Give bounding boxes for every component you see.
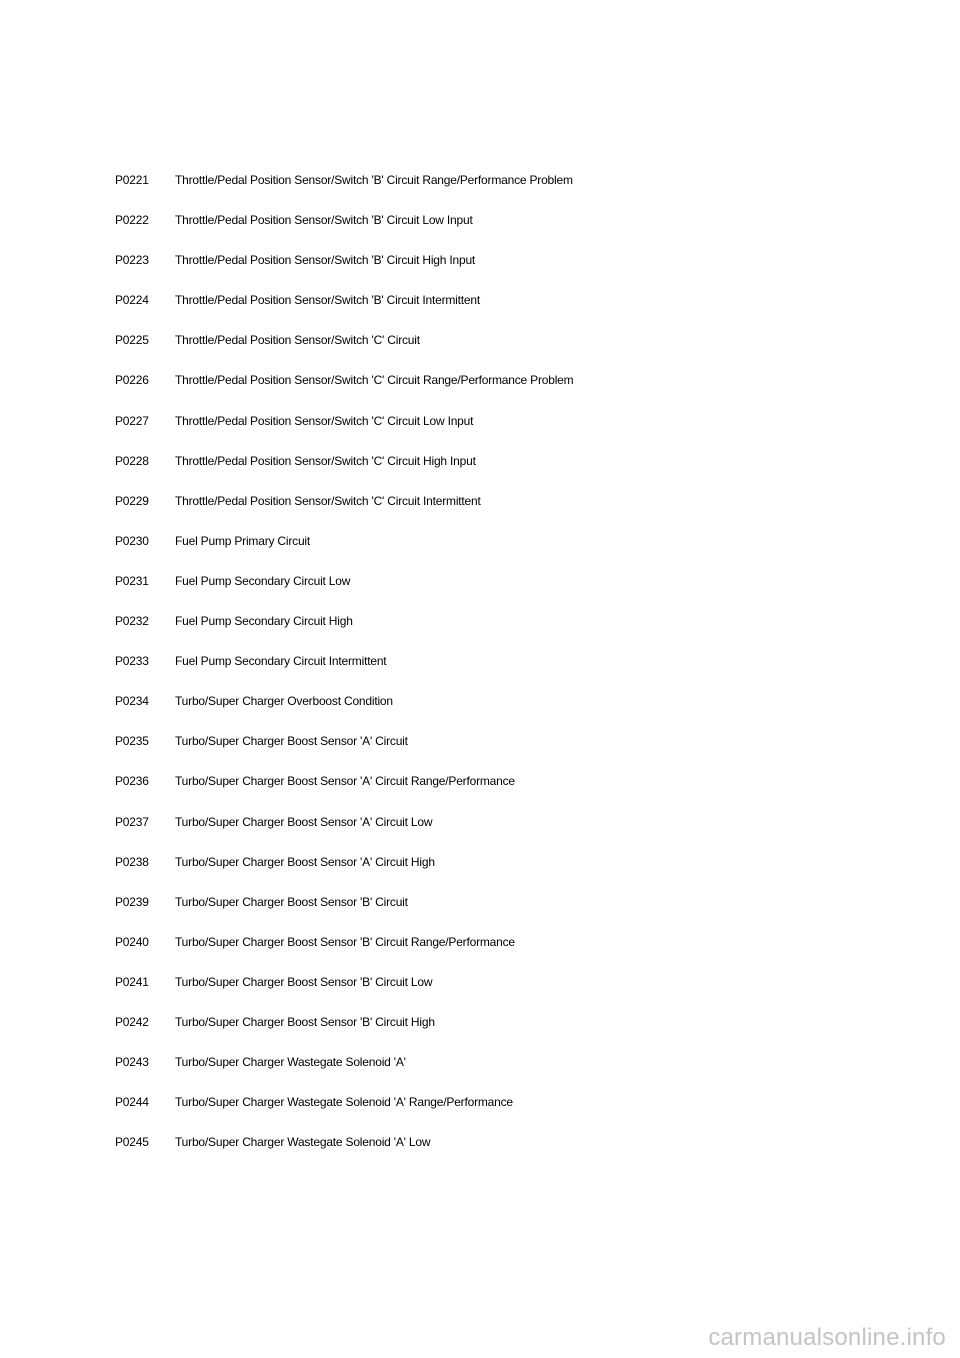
dtc-row: [115, 651, 815, 691]
dtc-description: Turbo/Super Charger Boost Sensor 'B' Circuit Low: [175, 974, 433, 989]
dtc-code: P0230: [115, 533, 149, 548]
dtc-code: P0240: [115, 934, 149, 949]
dtc-row: [115, 1132, 815, 1172]
dtc-row: [115, 411, 815, 451]
dtc-description: Fuel Pump Secondary Circuit Intermittent: [175, 654, 387, 669]
dtc-code: P0235: [115, 734, 149, 749]
dtc-row: [115, 852, 815, 892]
dtc-row: [115, 611, 815, 651]
dtc-code: P0227: [115, 413, 149, 428]
dtc-description: Turbo/Super Charger Wastegate Solenoid 'A' Range/Performance: [175, 1095, 513, 1110]
dtc-code: P0236: [115, 774, 149, 789]
dtc-description: Throttle/Pedal Position Sensor/Switch 'B' Circuit Intermittent: [175, 293, 480, 308]
dtc-code: P0226: [115, 373, 149, 388]
dtc-description: Turbo/Super Charger Boost Sensor 'B' Circuit Range/Performance: [175, 934, 515, 949]
dtc-description: Turbo/Super Charger Wastegate Solenoid 'A': [175, 1055, 406, 1070]
dtc-row: [115, 812, 815, 852]
dtc-code: P0232: [115, 614, 149, 629]
dtc-row: [115, 932, 815, 972]
dtc-row: [115, 892, 815, 932]
dtc-code: P0223: [115, 253, 149, 268]
dtc-description: Throttle/Pedal Position Sensor/Switch 'C' Circuit Low Input: [175, 413, 474, 428]
dtc-row: [115, 771, 815, 811]
dtc-code: P0238: [115, 854, 149, 869]
dtc-description: Turbo/Super Charger Wastegate Solenoid 'A' Low: [175, 1135, 431, 1150]
dtc-row: [115, 1092, 815, 1132]
dtc-description: Throttle/Pedal Position Sensor/Switch 'B' Circuit Low Input: [175, 213, 473, 228]
dtc-description: Turbo/Super Charger Overboost Condition: [175, 694, 393, 709]
dtc-row: [115, 330, 815, 370]
dtc-code: P0225: [115, 333, 149, 348]
dtc-row: [115, 491, 815, 531]
dtc-code: P0244: [115, 1095, 149, 1110]
dtc-description: Fuel Pump Secondary Circuit Low: [175, 573, 351, 588]
watermark: carmanualsonline.info: [708, 1324, 946, 1351]
dtc-row: [115, 451, 815, 491]
dtc-description: Throttle/Pedal Position Sensor/Switch 'C' Circuit Intermittent: [175, 493, 481, 508]
dtc-row: [115, 691, 815, 731]
dtc-description: Turbo/Super Charger Boost Sensor 'A' Circuit Range/Performance: [175, 774, 515, 789]
dtc-list: [115, 170, 815, 1172]
dtc-description: Turbo/Super Charger Boost Sensor 'A' Circuit High: [175, 854, 435, 869]
dtc-code: P0239: [115, 894, 149, 909]
dtc-code: P0229: [115, 493, 149, 508]
dtc-code: P0237: [115, 814, 149, 829]
dtc-code: P0222: [115, 213, 149, 228]
dtc-row: [115, 1052, 815, 1092]
dtc-description: Throttle/Pedal Position Sensor/Switch 'B' Circuit Range/Performance Problem: [175, 173, 573, 187]
dtc-code: P0228: [115, 453, 149, 468]
dtc-description: Fuel Pump Secondary Circuit High: [175, 614, 353, 629]
dtc-description: Throttle/Pedal Position Sensor/Switch 'B' Circuit High Input: [175, 253, 476, 268]
dtc-code: P0233: [115, 654, 149, 669]
dtc-row: [115, 170, 815, 210]
dtc-row: [115, 731, 815, 771]
dtc-row: [115, 531, 815, 571]
dtc-row: [115, 370, 815, 410]
dtc-description: Turbo/Super Charger Boost Sensor 'A' Circuit: [175, 734, 408, 749]
dtc-code: P0224: [115, 293, 149, 308]
dtc-row: [115, 1012, 815, 1052]
dtc-row: [115, 290, 815, 330]
dtc-description: Turbo/Super Charger Boost Sensor 'B' Circuit: [175, 894, 408, 909]
dtc-code: P0245: [115, 1135, 149, 1150]
dtc-code: P0243: [115, 1055, 149, 1070]
dtc-description: Fuel Pump Primary Circuit: [175, 533, 311, 548]
dtc-code: P0231: [115, 573, 149, 588]
dtc-row: [115, 571, 815, 611]
dtc-description: Throttle/Pedal Position Sensor/Switch 'C' Circuit High Input: [175, 453, 476, 468]
dtc-code: P0234: [115, 694, 149, 709]
dtc-code: P0241: [115, 974, 149, 989]
dtc-description: Turbo/Super Charger Boost Sensor 'B' Circuit High: [175, 1014, 435, 1029]
dtc-description: Throttle/Pedal Position Sensor/Switch 'C' Circuit Range/Performance Problem: [175, 373, 574, 388]
dtc-code: P0221: [115, 173, 149, 187]
dtc-row: [115, 250, 815, 290]
dtc-description: Throttle/Pedal Position Sensor/Switch 'C' Circuit: [175, 333, 420, 348]
dtc-description: Turbo/Super Charger Boost Sensor 'A' Circuit Low: [175, 814, 433, 829]
dtc-row: [115, 972, 815, 1012]
dtc-row: [115, 210, 815, 250]
dtc-code: P0242: [115, 1014, 149, 1029]
